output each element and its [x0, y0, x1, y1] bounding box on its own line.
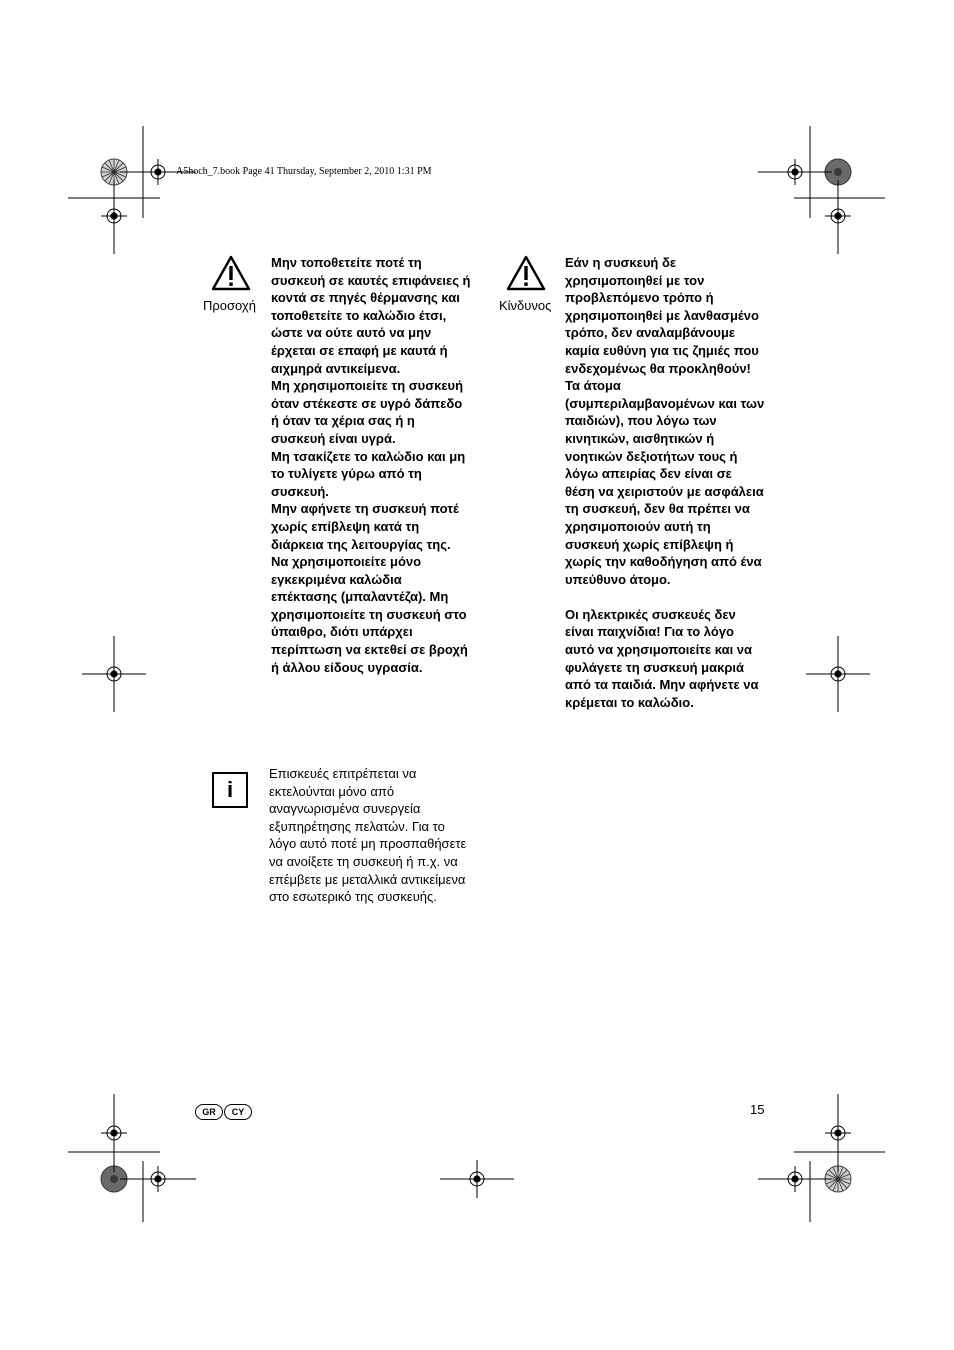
danger-paragraph: Οι ηλεκτρικές συσκευές δεν είναι παιχνίδια! Για το λόγο αυτό να χρησιμοποιείτε και να φυλάγετε τη συσκευή μακριά από τα παιδιά. Μην αφήνετε να κρέμεται το καλώδιο. — [565, 606, 759, 710]
warning-text — [271, 254, 471, 676]
country-badge-gr: GR — [195, 1104, 223, 1120]
info-icon-letter: i — [226, 777, 234, 802]
book-info-header: A5hoch_7.book Page 41 Thursday, September 2, 2010 1:31 PM — [176, 166, 432, 177]
warning-paragraph: Μην αφήνετε τη συσκευή ποτέ χωρίς επίβλεψη κατά τη διάρκεια της λειτουργίας της. Να χρησιμοποιείτε μόνο εγκεκριμένα καλώδια επέκτασης (μπαλαντέζα). Μη χρησιμοποιείτε τη συσκευή στο ύπαιθρο, διότι υπάρχει περίπτωση να εκτεθεί σε βροχή ή άλλου είδους υγρασία. — [271, 501, 468, 675]
warning-triangle-icon — [506, 255, 546, 291]
danger-label: Κίνδυνος — [499, 298, 552, 313]
info-text: Επισκευές επιτρέπεται να εκτελούνται μόνο από αναγνωρισμένα συνεργεία εξυπηρέτησης πελατών. Για το λόγο αυτό ποτέ μη προσπαθήσετε να ανοίξετε τη συσκευή ή π.χ. να επέμβετε με μεταλλικά αντικείμενα στο εσωτερικό της συσκευής. — [269, 766, 467, 905]
warning-paragraph: Μη τσακίζετε το καλώδιο και μη το τυλίγετε γύρω από τη συσκευή. — [271, 448, 466, 499]
warning-label: Προσοχή — [203, 298, 256, 313]
info-icon — [212, 772, 248, 808]
danger-text — [565, 254, 765, 711]
danger-paragraph: Τα άτομα (συμπεριλαμβανομένων και των παιδιών), που λόγω των κινητικών, αισθητικών ή νοητικών δεξιοτήτων τους ή λόγω απειρίας δεν είναι σε θέση να χειριστούν με ασφάλεια τη συσκευή, δεν θα πρέπει να χρησιμοποιούν αυτή τη συσκευή χωρίς επίβλεψη ή χωρίς την καθοδήγηση από ένα υπεύθυνο άτομο. — [565, 378, 765, 587]
danger-paragraph: Εάν η συσκευή δε χρησιμοποιηθεί με τον προβλεπόμενο τρόπο ή χρησιμοποιηθεί με λανθασμένο τρόπο, δεν αναλαμβάνουμε καμία ευθύνη για τις ζημιές που ενδεχομένως θα προκληθούν! — [565, 255, 759, 376]
page-number: 15 — [750, 1102, 765, 1117]
warning-triangle-icon — [211, 255, 251, 291]
warning-paragraph: Μην τοποθετείτε ποτέ τη συσκευή σε καυτές επιφάνειες ή κοντά σε πηγές θέρμανσης και τοποθετείτε το καλώδιο έτσι, ώστε να ούτε αυτό να μην έρχεται σε επαφή με καυτά ή αιχμηρά αντικείμενα. — [271, 255, 471, 376]
warning-paragraph: Μη χρησιμοποιείτε τη συσκευή όταν στέκεστε σε υγρό δάπεδο ή όταν τα χέρια σας ή η συσκευή είναι υγρά. — [271, 378, 464, 446]
country-badge-cy: CY — [224, 1104, 252, 1120]
